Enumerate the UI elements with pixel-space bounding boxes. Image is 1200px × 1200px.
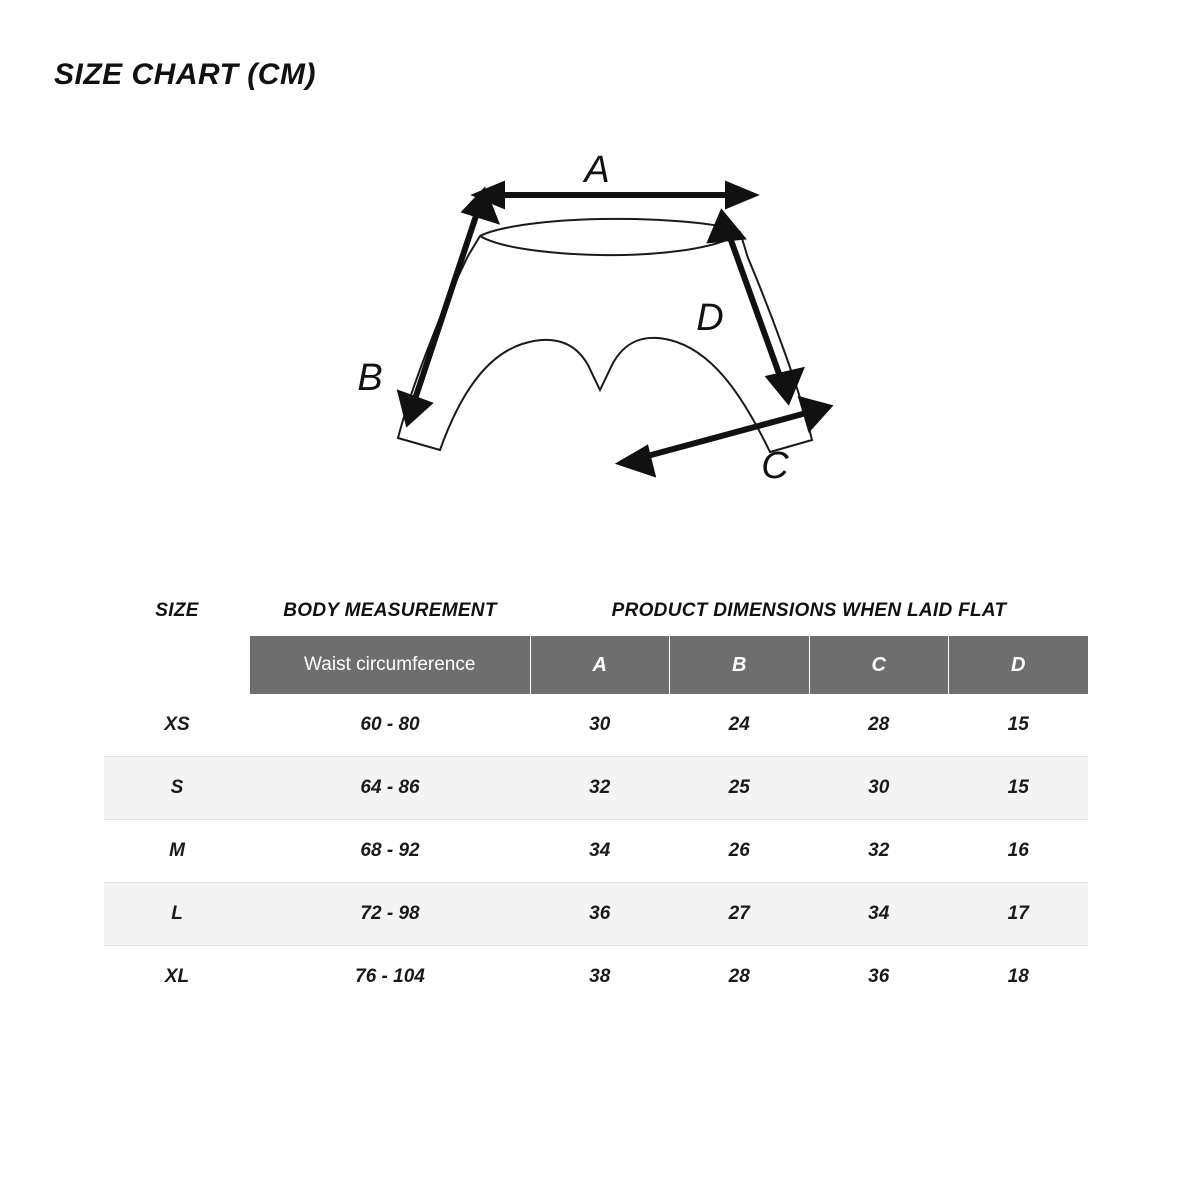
- diagram-label-b: B: [357, 357, 383, 399]
- cell-waist: 68 - 92: [250, 820, 530, 883]
- cell-waist: 76 - 104: [355, 966, 425, 987]
- cell-waist: 60 - 80: [250, 694, 530, 757]
- group-header-size: SIZE: [104, 600, 250, 636]
- cell-c: 36: [868, 966, 890, 987]
- diagram-label-c: C: [761, 445, 789, 487]
- cell-d: 16: [949, 820, 1089, 883]
- cell-c: 28: [809, 694, 949, 757]
- cell-a: 34: [530, 820, 670, 883]
- size-table: [104, 600, 1089, 1008]
- cell-d: 15: [949, 757, 1089, 820]
- cell-a: 36: [530, 883, 670, 946]
- cell-waist: 72 - 98: [250, 883, 530, 946]
- cell-size: L: [104, 883, 250, 946]
- column-header-waist: Waist circumference: [250, 636, 530, 694]
- cell-size: S: [104, 757, 250, 820]
- measurement-arrow-a: [478, 185, 752, 205]
- column-header-a: A: [530, 636, 670, 694]
- shorts-diagram: [300, 140, 920, 540]
- column-header-d: D: [949, 636, 1089, 694]
- table-column-header-row: [104, 636, 1088, 694]
- column-header-b: B: [670, 636, 810, 694]
- cell-waist: 64 - 86: [250, 757, 530, 820]
- group-header-body: BODY MEASUREMENT: [250, 600, 530, 636]
- cell-a: 38: [589, 966, 611, 987]
- table-row: [104, 946, 1088, 1009]
- size-table-container: [104, 600, 1088, 1008]
- cell-b: 24: [670, 694, 810, 757]
- group-header-product: PRODUCT DIMENSIONS WHEN LAID FLAT: [530, 600, 1088, 636]
- shorts-outline-path: [398, 219, 812, 452]
- table-group-header-row: [104, 600, 1088, 636]
- cell-a: 32: [530, 757, 670, 820]
- cell-c: 32: [809, 820, 949, 883]
- cell-b: 26: [670, 820, 810, 883]
- diagram-label-d: D: [696, 297, 724, 339]
- column-header-size: [104, 636, 250, 694]
- column-header-c: C: [809, 636, 949, 694]
- table-row: [104, 757, 1088, 820]
- cell-d: 18: [1007, 966, 1029, 987]
- cell-size: XL: [164, 966, 190, 987]
- diagram-label-a: A: [584, 149, 610, 191]
- page-title: SIZE CHART (CM): [54, 58, 316, 91]
- cell-b: 27: [670, 883, 810, 946]
- cell-b: 28: [728, 966, 750, 987]
- cell-b: 25: [670, 757, 810, 820]
- cell-c: 34: [809, 883, 949, 946]
- cell-size: M: [104, 820, 250, 883]
- cell-d: 15: [949, 694, 1089, 757]
- cell-size: XS: [104, 694, 250, 757]
- cell-d: 17: [949, 883, 1089, 946]
- table-row: [104, 883, 1088, 946]
- table-row: [104, 694, 1088, 757]
- cell-a: 30: [530, 694, 670, 757]
- cell-c: 30: [809, 757, 949, 820]
- table-row: [104, 820, 1088, 883]
